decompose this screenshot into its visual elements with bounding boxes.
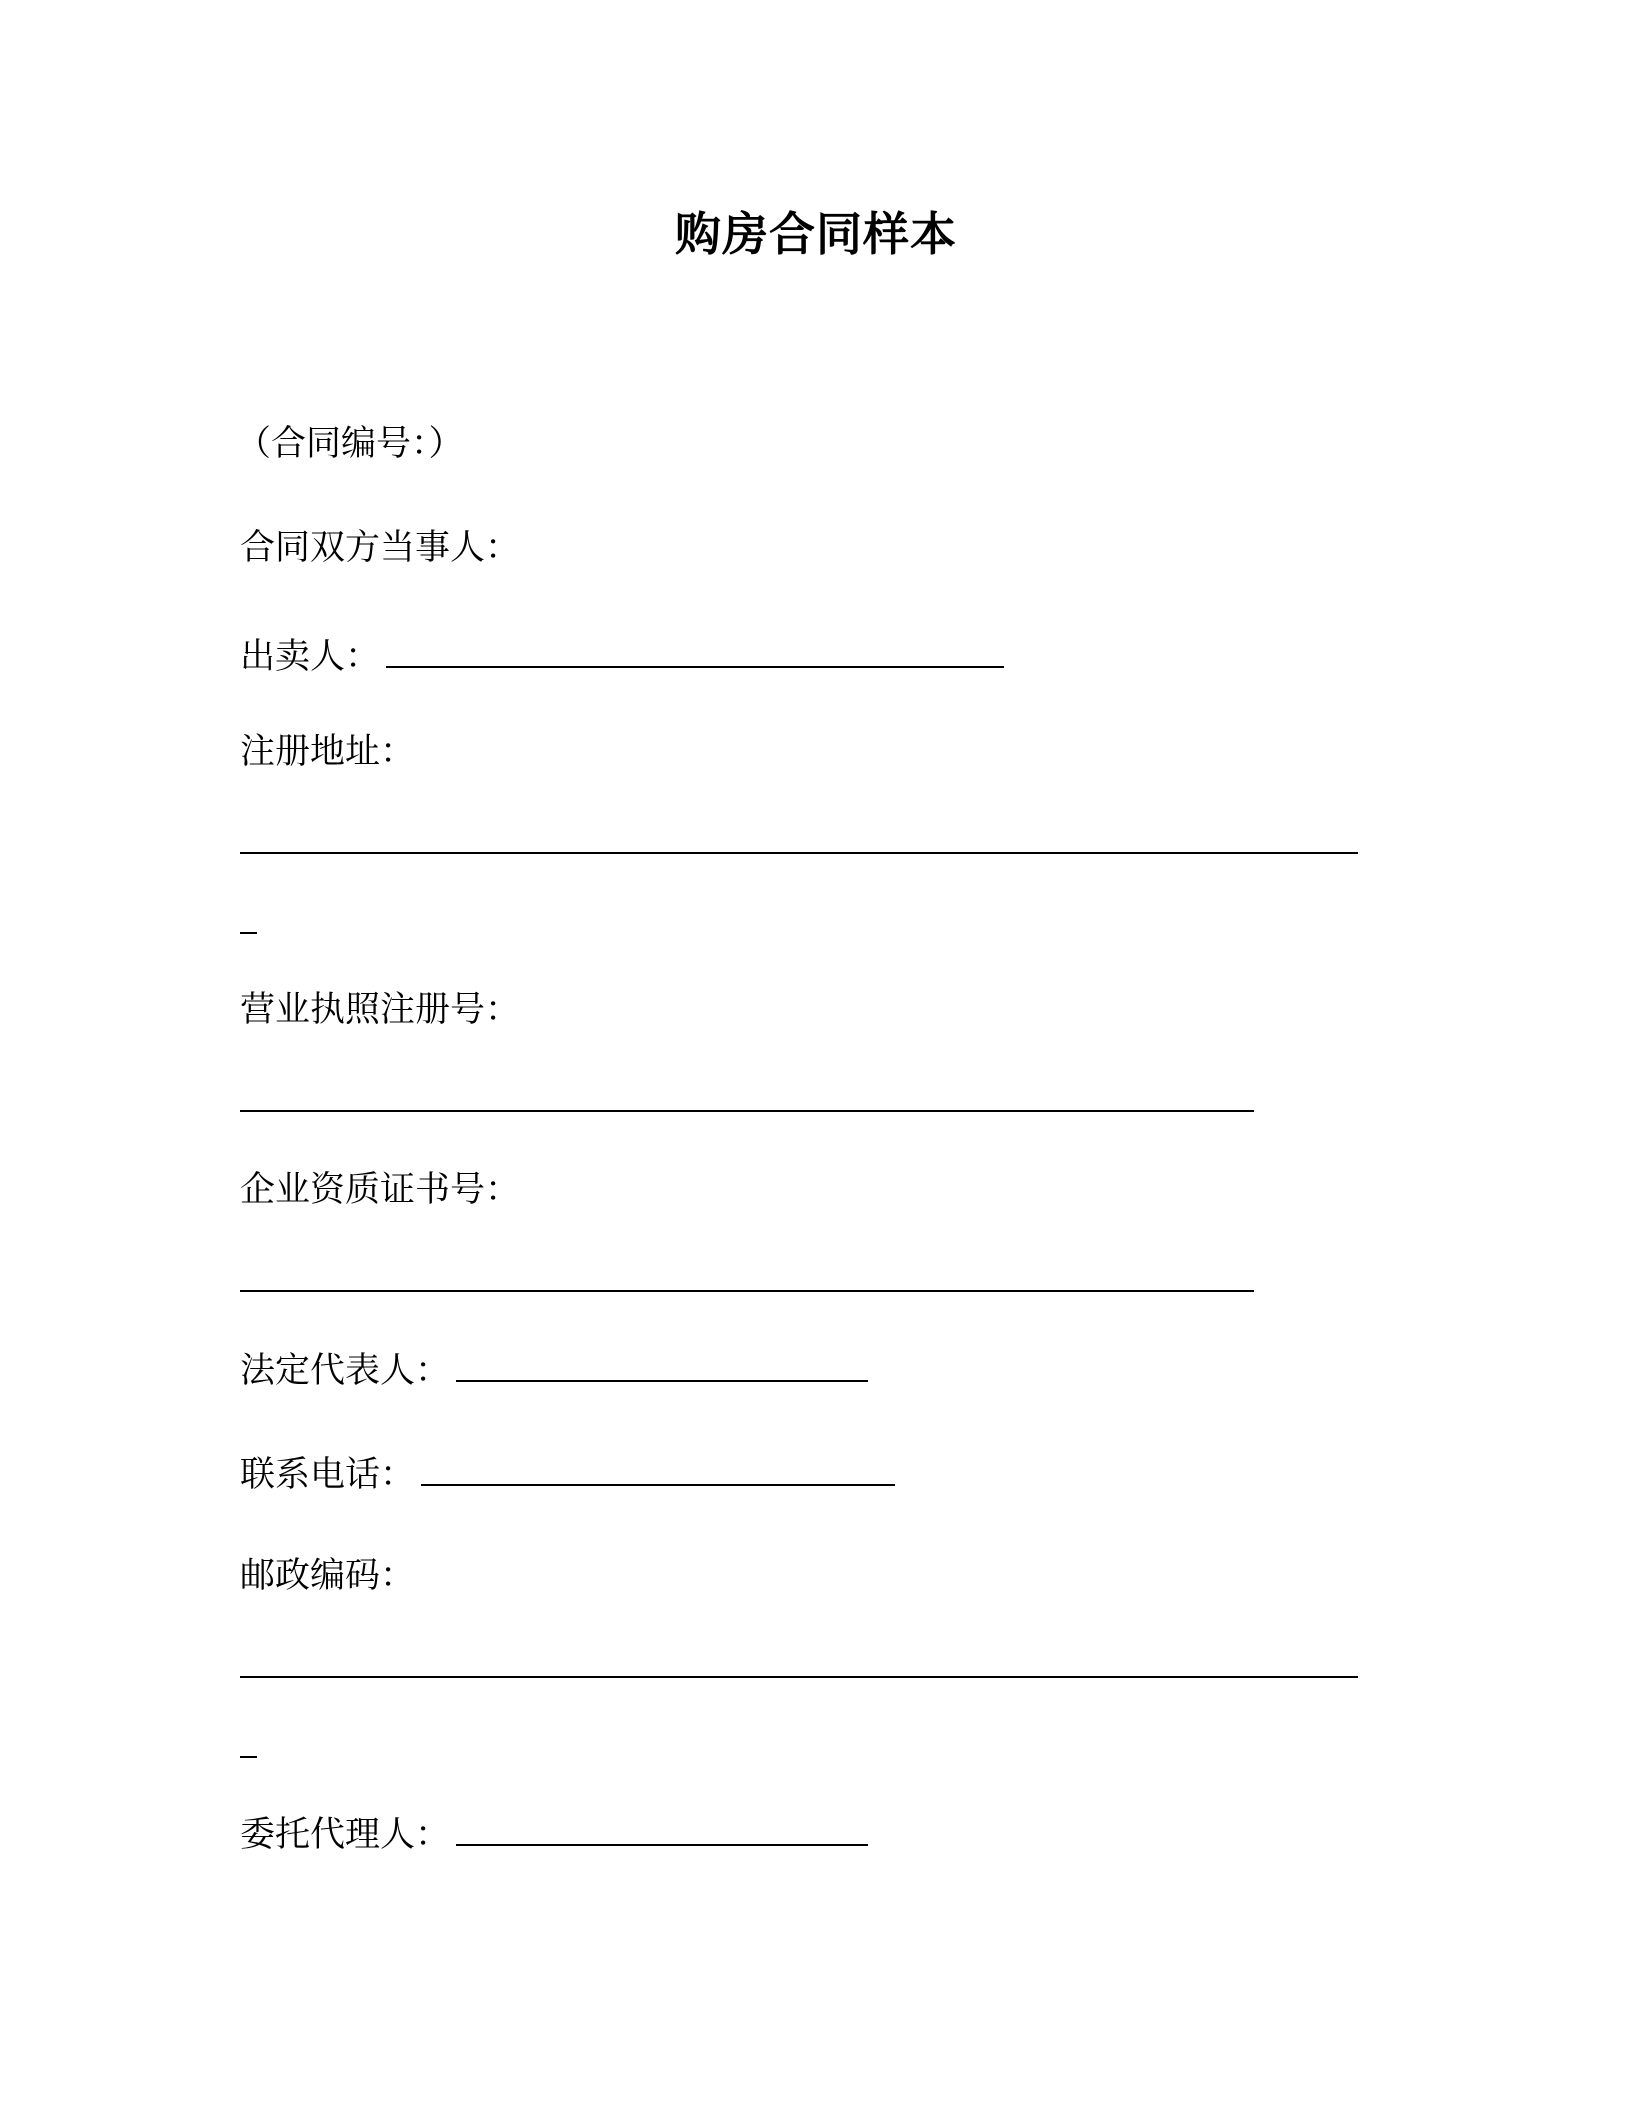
agent-blank[interactable] [456, 1812, 868, 1846]
phone-row [240, 1452, 895, 1497]
page-title: 购房合同样本 [675, 207, 957, 261]
qualification-cert-blank[interactable] [240, 1290, 1254, 1292]
seller-blank[interactable] [386, 634, 1004, 668]
phone-blank[interactable] [421, 1452, 895, 1486]
legal-rep-blank[interactable] [456, 1348, 868, 1382]
postal-code-blank[interactable] [240, 1676, 1358, 1678]
business-license-label: 营业执照注册号： [240, 990, 521, 1030]
registered-address-blank[interactable] [240, 852, 1358, 854]
qualification-cert-label: 企业资质证书号： [240, 1170, 521, 1210]
registered-address-label: 注册地址： [240, 732, 416, 772]
seller-row [240, 634, 1004, 679]
legal-rep-label: 法定代表人： [240, 1351, 451, 1391]
legal-rep-row [240, 1348, 868, 1393]
phone-label: 联系电话： [240, 1455, 416, 1495]
postal-code-label: 邮政编码： [240, 1556, 416, 1596]
agent-label: 委托代理人： [240, 1815, 451, 1855]
business-license-blank[interactable] [240, 1110, 1254, 1112]
seller-label: 出卖人： [240, 637, 381, 677]
parties-heading: 合同双方当事人： [240, 528, 521, 568]
registered-address-blank-tail [240, 932, 257, 934]
postal-code-blank-tail [240, 1756, 257, 1758]
contract-number: （合同编号：） [236, 424, 464, 464]
agent-row [240, 1812, 868, 1857]
